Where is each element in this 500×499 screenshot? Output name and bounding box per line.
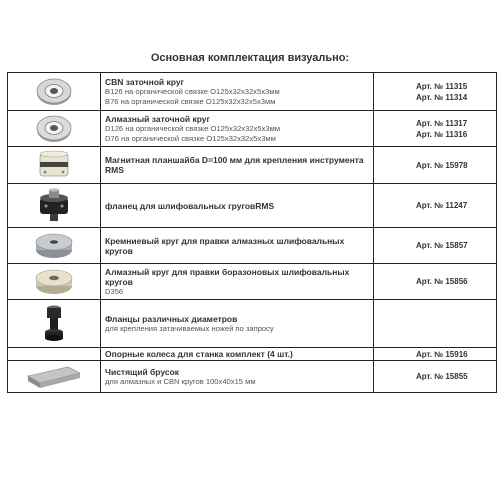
description-cell [101, 300, 374, 348]
product-detail: D76 на органической связке O125x32x32x5x3мм [105, 133, 276, 143]
flanges-image [41, 303, 67, 345]
product-image-cell [8, 300, 101, 348]
article-cell [374, 147, 497, 184]
product-image-cell [8, 264, 101, 300]
product-image-cell [8, 73, 101, 111]
product-image-cell [8, 184, 101, 228]
product-name: Фланцы различных диаметров [105, 313, 238, 324]
article-cell [374, 264, 497, 300]
product-image-cell [8, 147, 101, 184]
description-cell [101, 361, 374, 393]
product-name: Чистящий брусок [105, 366, 180, 377]
article-cell [374, 361, 497, 393]
table-row [8, 264, 497, 300]
article-cell [374, 300, 497, 348]
product-detail: D356 [105, 286, 124, 296]
article-cell [374, 111, 497, 147]
product-name: Кремниевый круг для правки алмазных шлифовальных кругов [105, 235, 345, 256]
product-name: Алмазный круг для правки боразоновых шлифовальных кругов [105, 266, 350, 287]
product-image-cell [8, 111, 101, 147]
article-number: Арт. № 11317 [416, 118, 468, 128]
article-cell [374, 228, 497, 264]
product-name: Опорные колеса для станка комплект (4 шт.) [105, 349, 293, 359]
table-row [8, 111, 497, 147]
article-number: Арт. № 11316 [416, 129, 468, 139]
table-row [8, 300, 497, 348]
product-image-cell [8, 361, 101, 393]
product-name: фланец для шлифовальных груговRMS [105, 200, 275, 211]
description-cell [101, 73, 374, 111]
description-cell [101, 147, 374, 184]
table-row [8, 348, 497, 361]
product-name: Магнитная планшайба D=100 мм для крепления инструмента RMS [105, 155, 364, 175]
article-number: Арт. № 15857 [416, 241, 468, 250]
diamond-wheel-image [34, 114, 74, 144]
table-row [8, 228, 497, 264]
product-name: CBN заточной круг [105, 76, 185, 87]
article-number: Арт. № 15855 [416, 372, 468, 381]
dressing-wheel-image [33, 268, 75, 296]
description-cell [101, 111, 374, 147]
description-cell [101, 348, 374, 361]
article-number: Арт. № 15916 [416, 349, 468, 359]
article-cell [374, 348, 497, 361]
article-number: Арт. № 11315 [416, 81, 468, 91]
product-detail: D126 на органической связке O125x32x32x5x3мм [105, 123, 281, 133]
article-number: Арт. № 11247 [416, 201, 468, 210]
product-image-cell [8, 228, 101, 264]
article-cell [374, 73, 497, 111]
article-number: Арт. № 11314 [416, 92, 468, 102]
product-detail: B126 на органической связке O125x32x32x5x3мм [105, 86, 280, 96]
cbn-wheel-image [34, 77, 74, 107]
product-image-cell [8, 348, 101, 361]
table-row [8, 361, 497, 393]
magnetic-chuck-image [37, 150, 71, 180]
article-number: Арт. № 15978 [416, 160, 468, 170]
product-name: Алмазный заточной круг [105, 113, 211, 124]
flange-image [36, 188, 72, 224]
description-cell [101, 228, 374, 264]
silicon-wheel-image [33, 232, 75, 260]
cleaning-stick-image [24, 364, 84, 390]
page-title: Основная комплектация визуально: [150, 52, 350, 64]
article-cell [374, 184, 497, 228]
table-row [8, 73, 497, 111]
product-detail: для алмазных и CBN кругов 100x40x15 мм [105, 376, 256, 386]
description-cell [101, 184, 374, 228]
article-number: Арт. № 15856 [416, 277, 468, 286]
table-row [8, 184, 497, 228]
table-row [8, 147, 497, 184]
description-cell [101, 264, 374, 300]
product-detail: для крепления затачиваемых ножей по запросу [105, 323, 274, 333]
equipment-table [7, 72, 497, 393]
product-detail: B76 на органической связке O125x32x32x5x3мм [105, 96, 276, 106]
